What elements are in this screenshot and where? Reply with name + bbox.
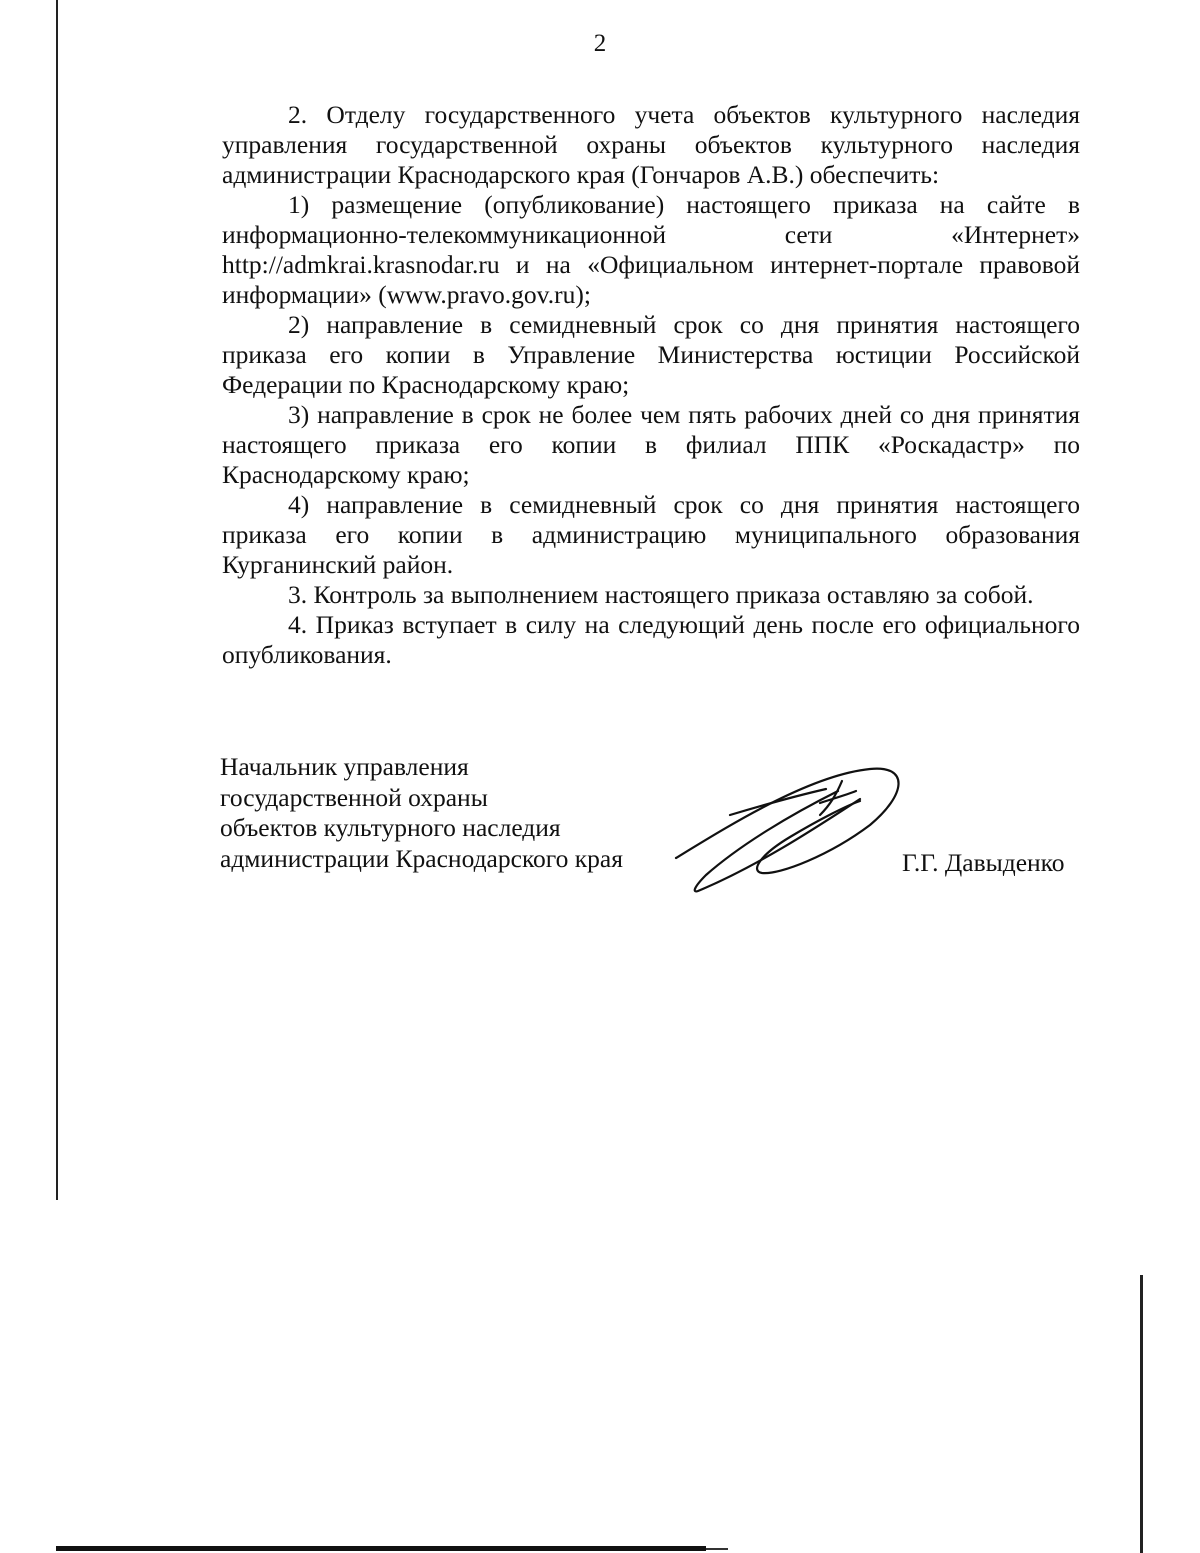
paragraph-subitem-4: 4) направление в семидневный срок со дня принятия настоящего приказа его копии в администрацию муниципального образования Курганинский район.: [222, 490, 1080, 579]
paragraph-subitem-1: 1) размещение (опубликование) настоящего приказа на сайте в информационно-телекоммуникационной сети «Интернет» http://admkrai.krasnodar.ru и на «Официальном интернет-портале правовой информации» (www.pravo.gov.ru);: [222, 190, 1080, 309]
signer-position-line: объектов культурного наследия: [220, 813, 561, 842]
scan-edge-left: [56, 0, 58, 1200]
paragraph-item-3: 3. Контроль за выполнением настоящего приказа оставляю за собой.: [288, 580, 1034, 609]
paragraph-item-4: 4. Приказ вступает в силу на следующий день после его официального опубликования.: [222, 610, 1080, 669]
signer-position-line: Начальник управления: [220, 752, 469, 781]
handwritten-signature: [670, 755, 920, 900]
page-number: 2: [593, 30, 607, 57]
signer-name: Г.Г. Давыденко: [902, 848, 1065, 877]
document-body: [222, 100, 1080, 670]
scan-edge-bottom: [56, 1546, 706, 1551]
signer-position: [220, 752, 623, 874]
signer-position-line: администрации Краснодарского края: [220, 843, 623, 873]
paragraph-item-2: 2. Отделу государственного учета объектов культурного наследия управления государственной охраны объектов культурного наследия администрации Краснодарского края (Гончаров А.В.) обеспечить:: [222, 100, 1080, 189]
paragraph-subitem-2: 2) направление в семидневный срок со дня принятия настоящего приказа его копии в Управление Министерства юстиции Российской Федерации по Краснодарскому краю;: [222, 310, 1080, 399]
scan-edge-bottom-tail: [706, 1548, 728, 1550]
paragraph-subitem-3: 3) направление в срок не более чем пять рабочих дней со дня принятия настоящего приказа его копии в филиал ППК «Роскадастр» по Краснодарскому краю;: [222, 400, 1080, 489]
scan-edge-right: [1140, 1275, 1143, 1553]
signer-position-line: государственной охраны: [220, 782, 488, 812]
